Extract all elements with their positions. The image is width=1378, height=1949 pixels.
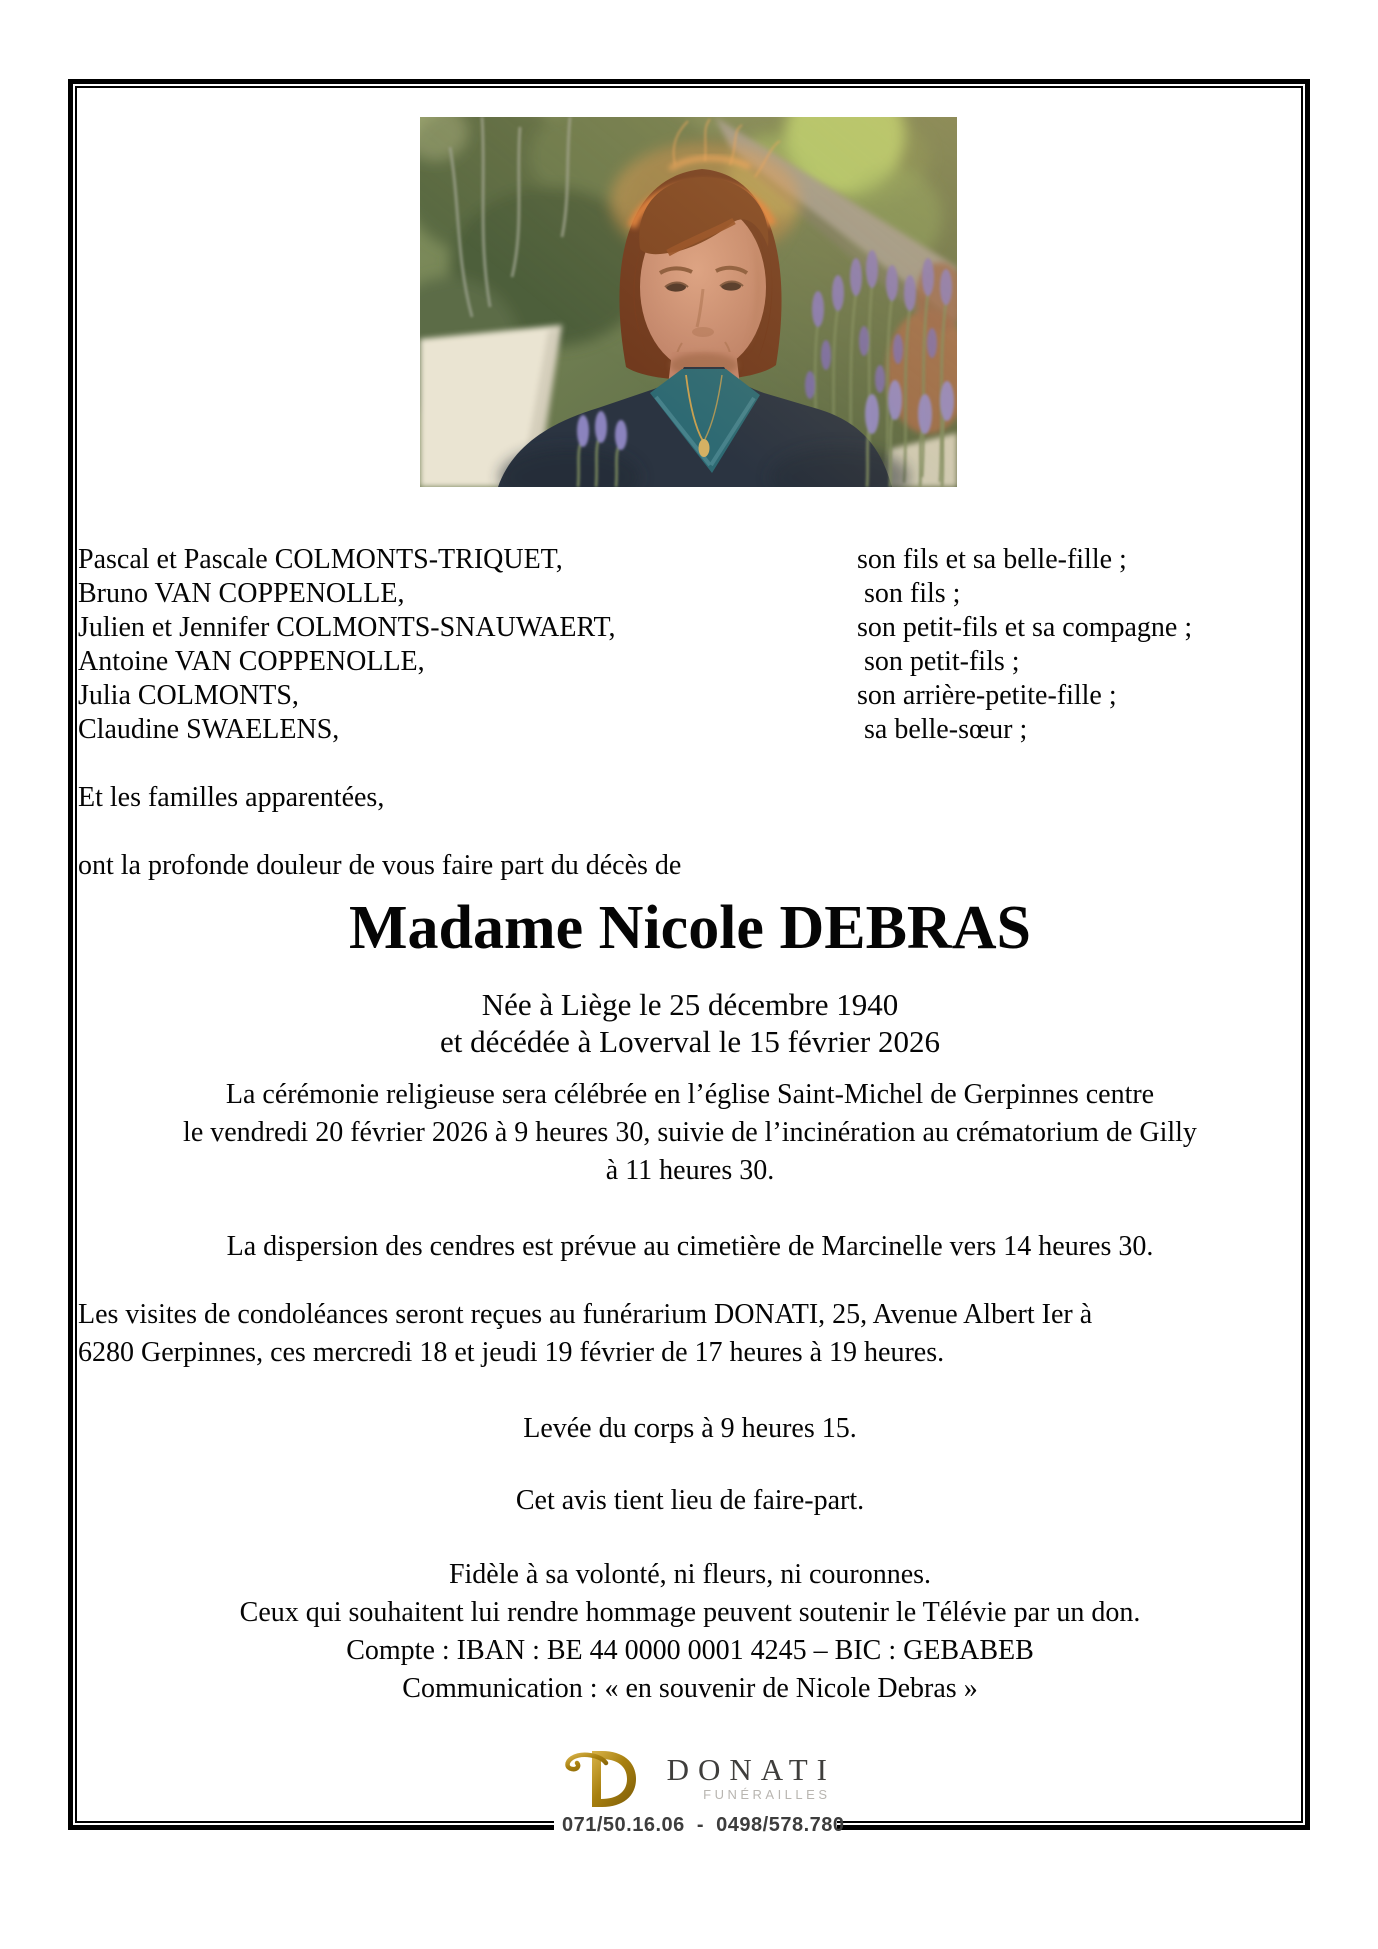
deceased-name-title: Madame Nicole DEBRAS <box>349 894 1031 962</box>
tribute-line: Fidèle à sa volonté, ni fleurs, ni couronnes. <box>448 1559 932 1590</box>
family-relation: son fils et sa belle-fille ; <box>857 544 1127 575</box>
condolence-visits-paragraph <box>78 1296 1302 1372</box>
family-list <box>78 543 1302 747</box>
family-name: Julien et Jennifer COLMONTS-SNAUWAERT, <box>78 612 616 643</box>
family-name: Bruno VAN COPPENOLLE, <box>78 578 405 609</box>
portrait-photo-illustration <box>420 117 957 487</box>
family-row <box>78 713 1302 747</box>
visits-line: 6280 Gerpinnes, ces mercredi 18 et jeudi 19 février de 17 heures à 19 heures. <box>78 1337 945 1368</box>
family-relation: son arrière-petite-fille ; <box>857 680 1117 711</box>
family-relation: sa belle-sœur ; <box>857 714 1028 745</box>
logo-text-column <box>638 1748 836 1802</box>
tribute-line: Compte : IBAN : BE 44 0000 0001 4245 – BIC : GEBABEB <box>346 1635 1034 1666</box>
donati-monogram-icon <box>562 1748 638 1810</box>
related-families-line: Et les familles apparentées, <box>78 782 385 813</box>
family-relation: son petit-fils ; <box>857 646 1020 677</box>
ceremony-line: La cérémonie religieuse sera célébrée en l’église Saint-Michel de Gerpinnes centre <box>225 1079 1155 1110</box>
ceremony-paragraph <box>78 1076 1302 1190</box>
visits-line: Les visites de condoléances seront reçues au funérarium DONATI, 25, Avenue Albert Ier à <box>78 1299 1093 1330</box>
ceremony-line: à 11 heures 30. <box>605 1155 775 1186</box>
family-name: Antoine VAN COPPENOLLE, <box>78 646 425 677</box>
funeral-home-name: DONATI <box>666 1752 836 1787</box>
family-name: Julia COLMONTS, <box>78 680 299 711</box>
levee-du-corps-line: Levée du corps à 9 heures 15. <box>523 1413 857 1444</box>
portrait-photo <box>420 117 957 487</box>
family-row <box>78 577 1302 611</box>
family-relation: son petit-fils et sa compagne ; <box>857 612 1193 643</box>
birth-line: Née à Liège le 25 décembre 1940 <box>481 987 899 1022</box>
funeral-home-logo-block <box>554 1744 845 1846</box>
family-row <box>78 679 1302 713</box>
family-row <box>78 543 1302 577</box>
family-row <box>78 645 1302 679</box>
ashes-dispersion-line: La dispersion des cendres est prévue au cimetière de Marcinelle vers 14 heures 30. <box>226 1231 1154 1262</box>
death-line: et décédée à Loverval le 15 février 2026 <box>439 1024 941 1059</box>
ceremony-line: le vendredi 20 février 2026 à 9 heures 30, suivie de l’incinération au crématorium de Gilly <box>183 1117 1197 1148</box>
logo-row <box>562 1748 836 1810</box>
family-name: Pascal et Pascale COLMONTS-TRIQUET, <box>78 544 563 575</box>
funeral-home-phone: 071/50.16.06 - 0498/578.780 <box>562 1814 845 1836</box>
tribute-paragraph <box>78 1556 1302 1708</box>
family-relation: son fils ; <box>857 578 961 609</box>
funeral-home-subtitle: FUNÉRAILLES <box>703 1787 831 1802</box>
family-name: Claudine SWAELENS, <box>78 714 340 745</box>
family-row <box>78 611 1302 645</box>
announcement-intro-line: ont la profonde douleur de vous faire part du décès de <box>78 850 682 881</box>
tribute-line: Ceux qui souhaitent lui rendre hommage peuvent soutenir le Télévie par un don. <box>239 1597 1141 1628</box>
faire-part-notice-line: Cet avis tient lieu de faire-part. <box>515 1485 865 1516</box>
tribute-line: Communication : « en souvenir de Nicole Debras » <box>402 1673 978 1704</box>
